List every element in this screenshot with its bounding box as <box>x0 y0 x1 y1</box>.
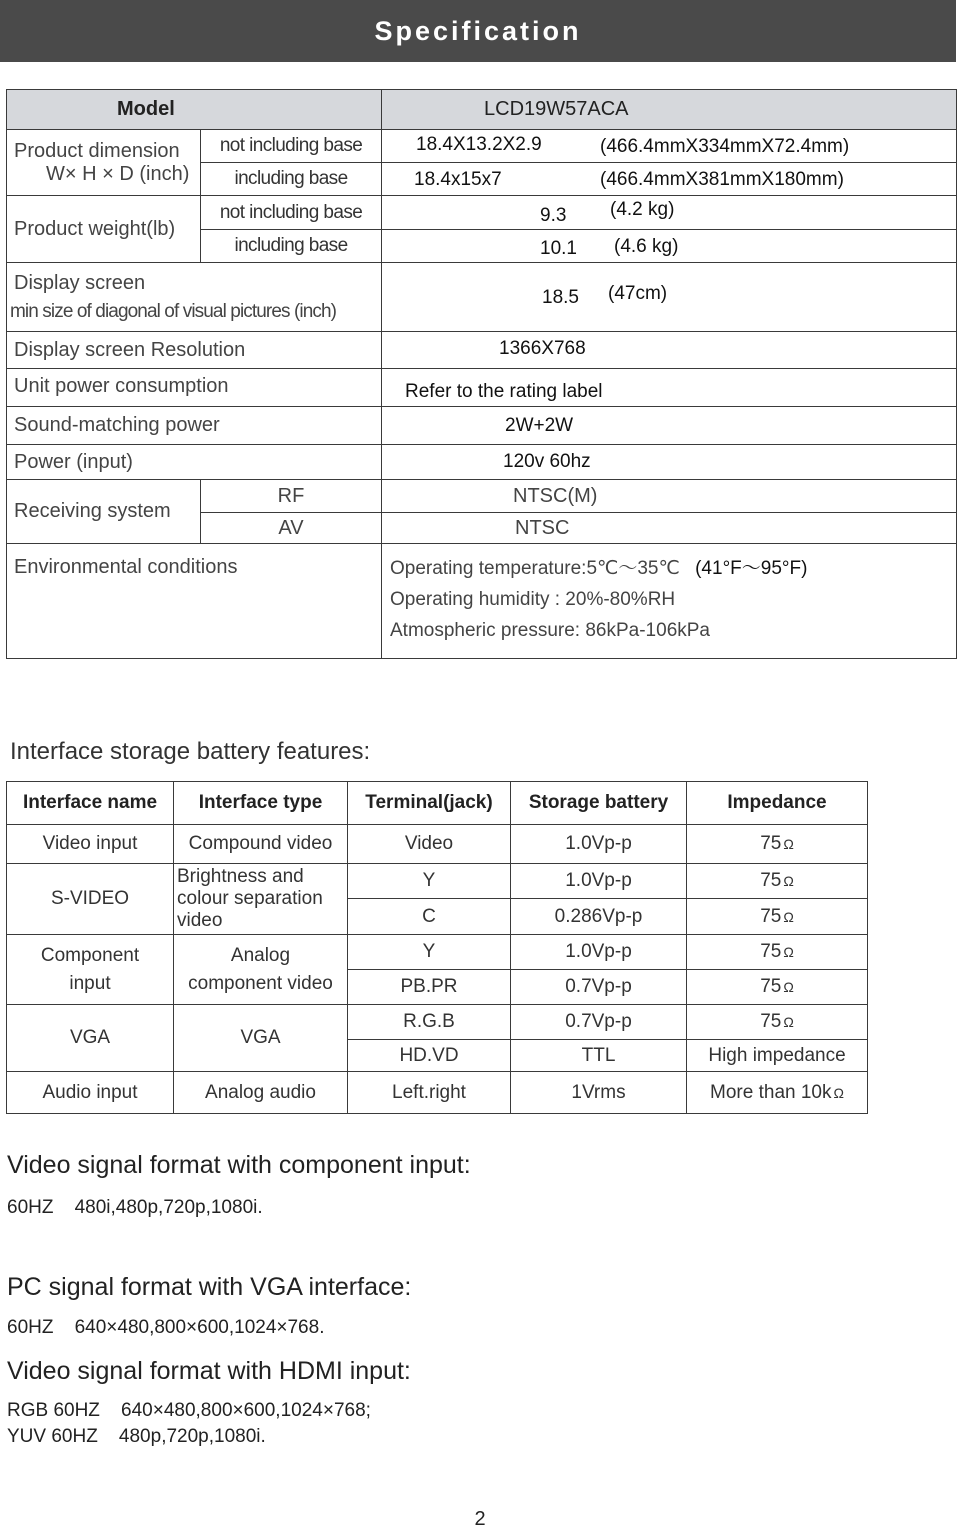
video-input-jack: Video <box>348 825 511 864</box>
svideo-type: Brightness and colour separation video <box>174 864 348 935</box>
vga-battery-rgb: 0.7Vp-p <box>511 1005 687 1040</box>
audio-name: Audio input <box>7 1072 174 1114</box>
video-input-type: Compound video <box>174 825 348 864</box>
component-impedance-pbpr <box>687 970 868 1005</box>
svideo-jack-c: C <box>348 899 511 935</box>
svideo-battery-y: 1.0Vp-p <box>511 864 687 899</box>
component-battery-y: 1.0Vp-p <box>511 935 687 970</box>
power-consumption-value: Refer to the rating label <box>382 369 957 407</box>
weight-value-no-base <box>382 196 957 230</box>
component-imp-y-value: 75 <box>760 941 782 963</box>
environment-label: Environmental conditions <box>7 544 382 659</box>
display-value <box>382 263 957 332</box>
vga-imp-rgb-value: 75 <box>760 1011 782 1033</box>
audio-impedance <box>687 1072 868 1114</box>
spec-row-dimension <box>7 130 957 163</box>
dimension-inch-base: 18.4x15x7 <box>414 169 502 190</box>
svideo-name: S-VIDEO <box>7 864 174 935</box>
spec-row-sound <box>7 407 957 445</box>
ohm-symbol: Ω <box>833 1084 844 1101</box>
dimension-label-line1: Product dimension <box>14 139 180 162</box>
spec-row-receiving-rf <box>7 480 957 513</box>
dimension-mm-no-base: (466.4mmX334mmX72.4mm) <box>600 136 850 157</box>
display-label-line1: Display screen <box>14 271 146 294</box>
component-format-heading: Video signal format with component input: <box>7 1151 471 1179</box>
hdmi-format-rgb: RGB 60HZ 640×480,800×600,1024×768; <box>7 1400 371 1421</box>
power-consumption-label: Unit power consumption <box>7 369 382 407</box>
video-input-imp-value: 75 <box>760 833 782 855</box>
model-value: LCD19W57ACA <box>382 90 957 130</box>
ohm-symbol: Ω <box>783 908 794 925</box>
dimension-label-line2: W× H × D (inch) <box>46 162 190 185</box>
vga-name: VGA <box>7 1005 174 1072</box>
receiving-av-label: AV <box>201 513 382 544</box>
svideo-jack-y: Y <box>348 864 511 899</box>
receiving-label: Receiving system <box>7 480 201 544</box>
hdmi-format-heading: Video signal format with HDMI input: <box>7 1357 411 1385</box>
receiving-rf-label: RF <box>201 480 382 513</box>
audio-imp-value: More than 10k <box>710 1081 832 1103</box>
iface-row-svideo-y <box>7 864 868 899</box>
iface-header-row <box>7 782 868 825</box>
dimension-mm-base: (466.4mmX381mmX180mm) <box>600 169 844 190</box>
ohm-symbol: Ω <box>783 1014 794 1031</box>
audio-jack: Left.right <box>348 1072 511 1114</box>
iface-row-audio <box>7 1072 868 1114</box>
display-inch: 18.5 <box>542 287 579 308</box>
spec-row-environment <box>7 544 957 659</box>
vga-jack-hdvd: HD.VD <box>348 1040 511 1072</box>
vga-battery-hdvd: TTL <box>511 1040 687 1072</box>
page-number: 2 <box>474 1508 486 1530</box>
component-jack-y: Y <box>348 935 511 970</box>
weight-kg-no-base: (4.2 kg) <box>610 198 675 220</box>
interface-table <box>6 781 868 1114</box>
component-name-line1: Component <box>40 944 140 966</box>
receiving-rf-value: NTSC(M) <box>382 480 957 513</box>
iface-header-impedance: Impedance <box>687 782 868 825</box>
vga-impedance-rgb <box>687 1005 868 1040</box>
environment-values <box>382 544 957 659</box>
audio-battery: 1Vrms <box>511 1072 687 1114</box>
component-name-line2: input <box>69 972 111 994</box>
model-label: Model <box>7 90 382 130</box>
spec-row-model <box>7 90 957 130</box>
spec-row-weight <box>7 196 957 230</box>
svideo-impedance-c <box>687 899 868 935</box>
vga-format-value: 60HZ 640×480,800×600,1024×768. <box>7 1317 325 1338</box>
component-type-line2: component video <box>188 972 333 994</box>
ohm-symbol: Ω <box>783 836 794 853</box>
video-input-battery: 1.0Vp-p <box>511 825 687 864</box>
weight-lb-base: 10.1 <box>540 238 577 259</box>
resolution-value: 1366X768 <box>382 332 957 369</box>
sound-value: 2W+2W <box>382 407 957 445</box>
spec-row-power-input <box>7 445 957 480</box>
iface-row-component-y <box>7 935 868 970</box>
weight-sub-no-base: not including base <box>201 196 382 230</box>
svideo-imp-c-value: 75 <box>760 905 782 927</box>
hdmi-format-yuv: YUV 60HZ 480p,720p,1080i. <box>7 1426 266 1447</box>
iface-heading: Interface storage battery features: <box>10 738 371 765</box>
component-imp-pbpr-value: 75 <box>760 976 782 998</box>
environment-line3: Atmospheric pressure: 86kPa-106kPa <box>390 620 710 641</box>
iface-header-name: Interface name <box>7 782 174 825</box>
component-type-line1: Analog <box>230 944 291 966</box>
environment-temp-c: Operating temperature:5℃～35℃ <box>390 558 680 579</box>
dimension-value-no-base <box>382 130 957 163</box>
display-label <box>7 263 382 332</box>
dimension-sub-no-base: not including base <box>201 130 382 163</box>
vga-format-heading: PC signal format with VGA interface: <box>7 1273 412 1301</box>
svideo-imp-y-value: 75 <box>760 870 782 892</box>
receiving-av-value: NTSC <box>382 513 957 544</box>
weight-kg-base: (4.6 kg) <box>614 236 679 257</box>
spec-row-power-consumption <box>7 369 957 407</box>
environment-temp-f: (41°F～95°F) <box>695 558 808 579</box>
spec-row-display <box>7 263 957 332</box>
display-label-line2: min size of diagonal of visual pictures (inch) <box>10 300 337 322</box>
weight-value-base <box>382 230 957 263</box>
svideo-battery-c: 0.286Vp-p <box>511 899 687 935</box>
ohm-symbol: Ω <box>783 873 794 890</box>
ohm-symbol: Ω <box>783 944 794 961</box>
environment-line2: Operating humidity : 20%-80%RH <box>390 589 676 610</box>
svideo-impedance-y <box>687 864 868 899</box>
spec-table <box>6 89 957 659</box>
dimension-label <box>7 130 201 196</box>
dimension-inch-no-base: 18.4X13.2X2.9 <box>416 134 542 155</box>
vga-jack-rgb: R.G.B <box>348 1005 511 1040</box>
page-banner: Specification <box>0 0 956 62</box>
component-name <box>7 935 174 1005</box>
iface-row-vga-rgb <box>7 1005 868 1040</box>
vga-type: VGA <box>174 1005 348 1072</box>
component-format-value: 60HZ 480i,480p,720p,1080i. <box>7 1197 263 1218</box>
component-battery-pbpr: 0.7Vp-p <box>511 970 687 1005</box>
power-input-value: 120v 60hz <box>382 445 957 480</box>
environment-line1 <box>390 553 956 584</box>
dimension-sub-base: including base <box>201 163 382 196</box>
spec-row-resolution <box>7 332 957 369</box>
vga-impedance-hdvd: High impedance <box>687 1040 868 1072</box>
component-impedance-y <box>687 935 868 970</box>
display-cm: (47cm) <box>608 283 668 304</box>
weight-label: Product weight(lb) <box>7 196 201 263</box>
video-input-name: Video input <box>7 825 174 864</box>
sound-label: Sound-matching power <box>7 407 382 445</box>
power-input-label: Power (input) <box>7 445 382 480</box>
iface-header-type: Interface type <box>174 782 348 825</box>
resolution-label: Display screen Resolution <box>7 332 382 369</box>
iface-row-video <box>7 825 868 864</box>
ohm-symbol: Ω <box>783 979 794 996</box>
component-jack-pbpr: PB.PR <box>348 970 511 1005</box>
video-input-impedance <box>687 825 868 864</box>
audio-type: Analog audio <box>174 1072 348 1114</box>
iface-header-battery: Storage battery <box>511 782 687 825</box>
component-type <box>174 935 348 1005</box>
weight-lb-no-base: 9.3 <box>540 204 567 226</box>
weight-sub-base: including base <box>201 230 382 263</box>
iface-header-jack: Terminal(jack) <box>348 782 511 825</box>
dimension-value-base <box>382 163 957 196</box>
